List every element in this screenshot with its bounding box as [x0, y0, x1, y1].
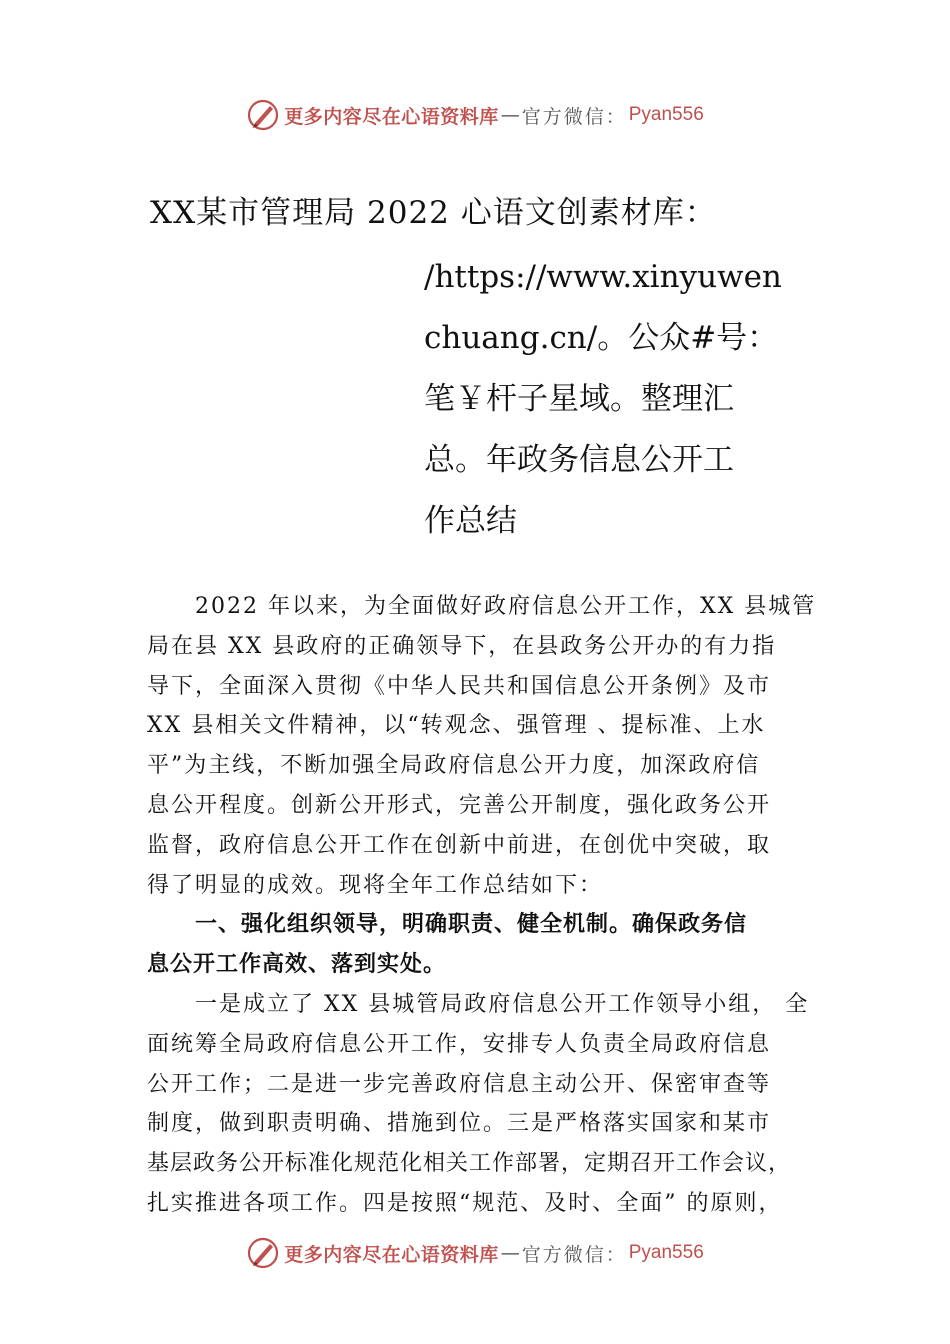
banner-wechat-id: Pyan556	[628, 104, 704, 125]
text-line: 平”为主线，不断加强全局政府信息公开力度，加深政府信	[147, 753, 761, 779]
pen-logo-icon	[246, 98, 280, 132]
header-banner	[0, 95, 950, 135]
paragraph-intro	[147, 587, 817, 905]
banner-dash: —	[500, 1242, 520, 1264]
document-title: XX某市管理局 2022 心语文创素材库：	[150, 195, 717, 231]
document-title-continuation	[424, 247, 804, 552]
text-line: 面统筹全局政府信息公开工作，安排专人负责全局政府信息	[147, 1031, 772, 1057]
banner-wechat-label: 官方微信：	[521, 105, 627, 128]
text-line: 一是成立了 XX 县城管局政府信息公开工作领导小组， 全	[195, 991, 810, 1017]
title-line: 总。年政务信息公开工	[424, 442, 734, 478]
title-line: chuang.cn/。公众#号：	[424, 320, 779, 356]
text-line: 息公开程度。创新公开形式，完善公开制度，强化政务公开	[147, 792, 772, 818]
heading-line: 息公开工作高效、落到实处。	[147, 952, 447, 978]
text-line: 基层政务公开标准化规范化相关工作部署，定期召开工作会议，	[147, 1151, 792, 1177]
title-line: 作总结	[424, 503, 517, 539]
text-line: 制度，做到职责明确、措施到位。三是严格落实国家和某市	[147, 1111, 772, 1137]
section-heading-1	[147, 905, 812, 985]
text-line: 公开工作；二是进一步完善政府信息主动公开、保密审查等	[147, 1071, 772, 1097]
banner-text: 更多内容尽在心语资料库	[284, 105, 499, 128]
banner-wechat-id: Pyan556	[628, 1242, 704, 1263]
document-body	[147, 587, 817, 1224]
text-line: 导下，全面深入贯彻《中华人民共和国信息公开条例》及市	[147, 673, 772, 699]
banner-dash: —	[500, 104, 520, 126]
title-line: 笔￥杆子星域。整理汇	[424, 381, 734, 417]
heading-line: 一、强化组织领导，明确职责、健全机制。确保政务信	[195, 912, 748, 938]
banner-text: 更多内容尽在心语资料库	[284, 1243, 499, 1266]
text-line: 2022 年以来，为全面做好政府信息公开工作，XX 县城管	[195, 594, 817, 619]
text-line: 得了明显的成效。现将全年工作总结如下：	[147, 872, 604, 898]
title-line: /https://www.xinyuwen	[424, 259, 782, 295]
text-line: XX 县相关文件精神，以“转观念、强管理 、提标准、上水	[147, 713, 766, 739]
banner-wechat-label: 官方微信：	[521, 1243, 627, 1266]
text-line: 扎实推进各项工作。四是按照“规范、及时、全面” 的原则，	[147, 1190, 783, 1216]
text-line: 局在县 XX 县政府的正确领导下，在县政务公开办的有力指	[147, 633, 777, 659]
footer-banner	[0, 1233, 950, 1273]
paragraph-section-1	[147, 985, 812, 1224]
pen-logo-icon	[246, 1236, 280, 1270]
text-line: 监督，政府信息公开工作在创新中前进，在创优中突破，取	[147, 832, 772, 858]
